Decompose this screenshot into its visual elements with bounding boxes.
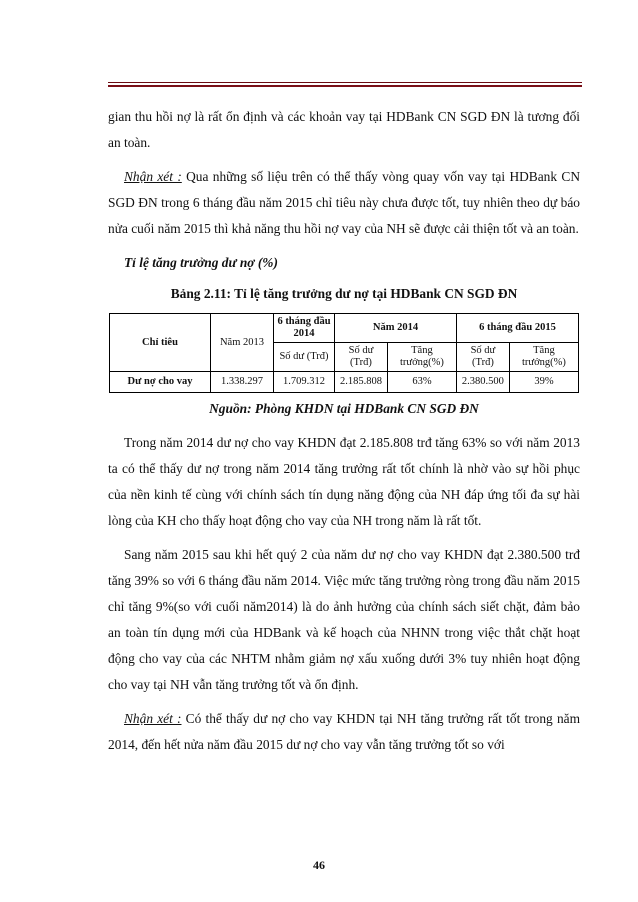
table-source: Nguồn: Phòng KHDN tại HDBank CN SGD ĐN: [209, 401, 479, 416]
cell-growth-6m2015: 39%: [509, 372, 578, 393]
cell-2013: 1.338.297: [211, 372, 274, 393]
cell-growth-2014: 63%: [387, 372, 456, 393]
remark-label: Nhận xét :: [124, 169, 182, 184]
remark-paragraph-2: [108, 706, 580, 758]
table-caption: Bảng 2.11: Tỉ lệ tăng trưởng dư nợ tại HDBank CN SGD ĐN: [170, 286, 518, 301]
paragraph-2014: Trong năm 2014 dư nợ cho vay KHDN đạt 2.185.808 trđ tăng 63% so với năm 2013 ta có thể thấy dư nợ trong năm 2014 tăng trưởng rất tốt chính là nhờ vào sự hồi phục của nền kinh tế cùng với chính sách tín dụng năng động của NH đáp ứng tối đa sự hài lòng của KH cho thấy hoạt động cho vay của NH trong năm là rất tốt.: [108, 435, 580, 528]
sub-sodu-6m2015: Số dư (Trđ): [456, 343, 509, 372]
section-title: Tỉ lệ tăng trưởng dư nợ (%): [124, 255, 278, 270]
cell-2014: 2.185.808: [335, 372, 388, 393]
remark-label-2: Nhận xét :: [124, 711, 182, 726]
header-6m2014: 6 tháng đầu 2014: [274, 314, 335, 343]
remark-text-2: Có thể thấy dư nợ cho vay KHDN tại NH tăng trưởng rất tốt trong năm 2014, đến hết nửa năm đầu 2015 dư nợ cho vay vẫn tăng trưởng tốt so với: [108, 711, 581, 752]
paragraph-2015: Sang năm 2015 sau khi hết quý 2 của năm dư nợ cho vay KHDN đạt 2.380.500 trđ tăng 39% so với 6 tháng đầu năm 2014. Việc mức tăng trưởng ròng trong đầu năm 2015 chỉ tăng 9%(so với cuối năm2014) là do ảnh hưởng của chính sách siết chặt, đảm bảo an toàn tín dụng mới của HDBank và kế hoạch của NHNN trong việc thắt chặt hoạt động cho vay của các NHTM nhằm giảm nợ xấu xuống dưới 3% tuy nhiên hoạt động cho vay tại NH vẫn tăng trưởng tốt và ổn định.: [108, 547, 580, 692]
header-2014: Năm 2014: [335, 314, 457, 343]
header-rule: [108, 82, 582, 83]
header-chitieu: Chỉ tiêu: [110, 314, 211, 372]
remark-text: Qua những số liệu trên có thể thấy vòng quay vốn vay tại HDBank CN SGD ĐN trong 6 tháng đầu năm 2015 chỉ tiêu này chưa được tốt, tuy nhiên theo dự báo nửa cuối năm 2015 thì khả năng thu hồi nợ vay của NH sẽ được cải thiện tốt và an toàn.: [108, 169, 580, 236]
intro-paragraph: gian thu hồi nợ là rất ổn định và các khoản vay tại HDBank CN SGD ĐN là tương đối an toàn.: [108, 109, 580, 150]
sub-tang-6m2015: Tăng trưởng(%): [509, 343, 578, 372]
sub-sodu-6m2014: Số dư (Trđ): [274, 343, 335, 372]
cell-6m2014: 1.709.312: [274, 372, 335, 393]
document-body: [108, 104, 580, 766]
table-header-row: [110, 314, 579, 343]
growth-table: [109, 313, 579, 393]
header-6m2015: 6 tháng đầu 2015: [456, 314, 578, 343]
remark-paragraph-1: [108, 164, 580, 242]
page-number: 46: [313, 858, 325, 872]
sub-sodu-2014: Số dư (Trđ): [335, 343, 388, 372]
table-row: [110, 372, 579, 393]
header-2013: Năm 2013: [211, 314, 274, 372]
cell-6m2015: 2.380.500: [456, 372, 509, 393]
header-rule-thick: [108, 85, 582, 87]
sub-tang-2014: Tăng trưởng(%): [387, 343, 456, 372]
row-label: Dư nợ cho vay: [110, 372, 211, 393]
